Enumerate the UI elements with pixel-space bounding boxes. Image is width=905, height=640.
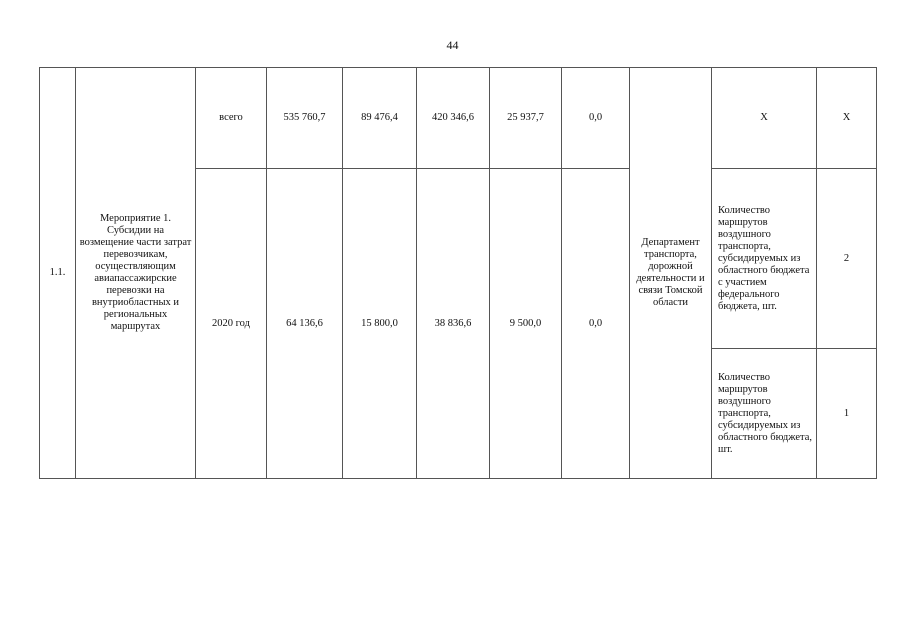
indicator-value-cell: 2 (817, 169, 877, 349)
total-indicator-cell: Х (712, 68, 817, 169)
total-indicator-value-cell: Х (817, 68, 877, 169)
executor-cell: Департамент транспорта, дорожной деятельности и связи Томской области (630, 68, 712, 479)
total-federal-cell: 89 476,4 (343, 68, 417, 169)
indicator-name-cell: Количество маршрутов воздушного транспорта, субсидируемых из областного бюджета, шт. (712, 349, 817, 479)
year-federal-cell: 15 800,0 (343, 169, 417, 479)
total-amount-cell: 535 760,7 (267, 68, 343, 169)
total-regional-cell: 420 346,6 (417, 68, 490, 169)
period-year-cell: 2020 год (196, 169, 267, 479)
year-regional-cell: 38 836,6 (417, 169, 490, 479)
activity-cell: Мероприятие 1. Субсидии на возмещение части затрат перевозчикам, осуществляющим авиапассажирские перевозки на внутриобластных и региональных маршрутах (76, 68, 196, 479)
year-other-cell: 0,0 (562, 169, 630, 479)
year-local-cell: 9 500,0 (490, 169, 562, 479)
page-number: 44 (446, 38, 459, 52)
year-amount-cell: 64 136,6 (267, 169, 343, 479)
period-total-cell: всего (196, 68, 267, 169)
row-index-cell: 1.1. (40, 68, 76, 479)
total-other-cell: 0,0 (562, 68, 630, 169)
program-table (39, 67, 877, 479)
indicator-value-cell: 1 (817, 349, 877, 479)
indicator-name-cell: Количество маршрутов воздушного транспорта, субсидируемых из областного бюджета с участием федерального бюджета, шт. (712, 169, 817, 349)
table-row-total (40, 68, 877, 169)
total-local-cell: 25 937,7 (490, 68, 562, 169)
